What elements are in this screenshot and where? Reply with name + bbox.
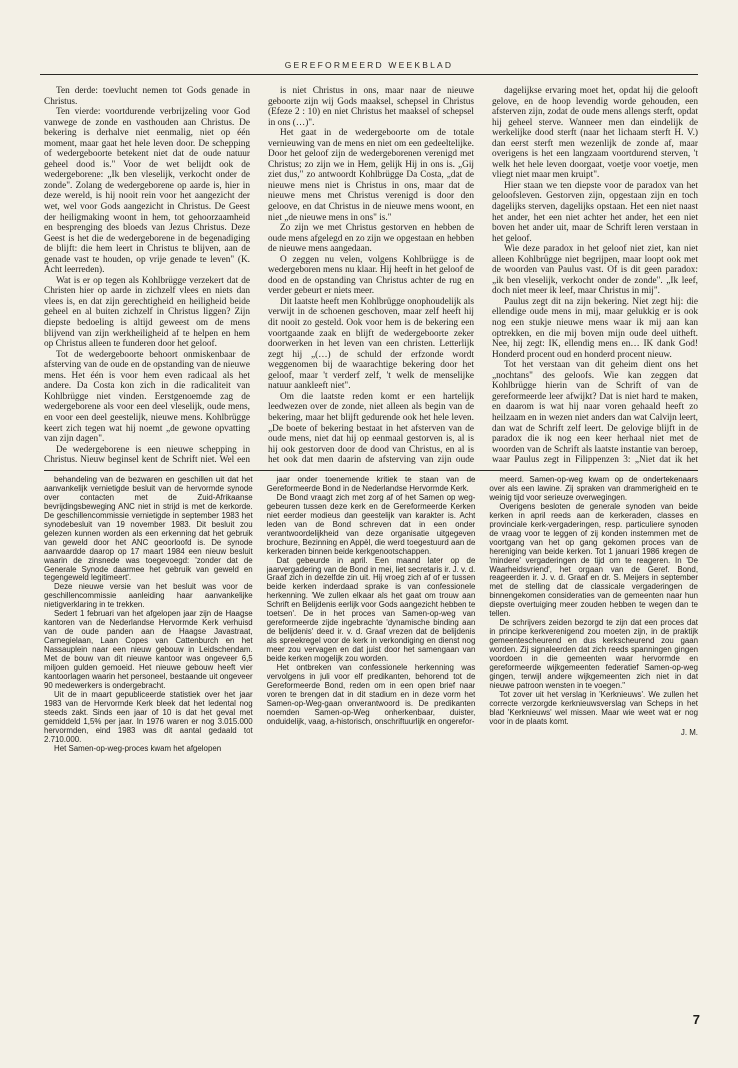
report-paragraph: Het Samen-op-weg-proces kwam het afgelopen xyxy=(54,743,222,753)
page-number: 7 xyxy=(692,1012,700,1027)
article-paragraph: Zo zijn we met Christus gestorven en hebben de oude mens afgelegd en zo zijn we opgestaan en hebben de nieuwe mens aangedaan. xyxy=(268,223,474,255)
article-paragraph: Hier staan we ten diepste voor de paradox van het geloofsleven. Gestorven zijn, opgestaan zijn en toch dagelijks sterven, dagelijks opstaan. Het een niet naast het ander, het een niet achter het ander, het een niet boven het ander uit, maar de Schrift leren verstaan in het geloof. xyxy=(492,180,698,244)
article-column-2 xyxy=(268,86,474,464)
article-column-1 xyxy=(44,86,250,464)
report-paragraph: Uit de in maart gepubliceerde statistiek over het jaar 1983 van de Hervormde Kerk bleek dat het ledental nog steeds zakt. Sinds een jaar of 10 is dat het geval met gemiddeld 1,5% per jaar. In 1976 waren er nog 3.015.000 hervormden, eind 1983 was dit aantal gedaald tot 2.710.000. xyxy=(44,689,253,744)
article-paragraph: Tot het verstaan van dit geheim dient ons het „nochtans" des geloofs. Wie kan zeggen dat Kohlbrügge hierin van de Schrift of van de gereformeerde leer afwijkt? Dat is niet hard te maken, en daarom is wat hij naar voren gehaald heeft zo heilzaam en in wezen niet anders dan wat Calvijn leert, dan wat de Schrift zelf leert. De gelovige blijft in de paradox die ik nog een keer herhaal niet met de woorden van de Schrift als laatste instantie van beroep, waar Paulus zegt in Filippenzen 3: „Niet dat ik het xyxy=(492,360,698,464)
masthead: GEREFORMEERD WEEKBLAD xyxy=(40,60,698,75)
article-paragraph: Dit laatste heeft men Kohlbrügge onophoudelijk als verwijt in de schoenen geschoven, maar zelf heeft hij dit nooit zo gesteld. Ook voor hem is de bekering een voortgaande zaak en blijft de wedergeboorte zeker doorwerken in het leven van een christen. Letterlijk zegt hij „(…) de schuld der erfzonde wordt weggenomen bij de waarachtige bekering door het geloof, maar 't verderf zelf, 't welk de menselijke natuur aankleeft niet". xyxy=(268,296,474,392)
report-paragraph: Dat gebeurde in april. Een maand later op de jaarvergadering van de Bond in mei, liet secretaris ir. J. v. d. Graaf zich in dezelfde zin uit. Hij vroeg zich af of er tussen beide kerken inderdaad sprake is van confessionele herkenning. 'We zullen elkaar als het gaat om trouw aan Schrift en Belijdenis eerlijk voor Gods aangezicht hebben te toetsen'. De in het proces van Samen-op-weg van gereformeerde zijde ingebrachte 'dynamische binding aan de belijdenis' deed ir. v. d. Graaf vrezen dat de belijdenis als spreekregel voor de kerk in verkondiging en dienst nog meer zou vervagen en dat juist door het samengaan van beide kerken mogelijk zou worden. xyxy=(266,555,476,664)
article-paragraph: Het gaat in de wedergeboorte om de totale vernieuwing van de mens en niet om een gedeeltelijke. Door het geloof zijn de wedergeborenen verenigd met Christus; zo zijn we in Hem, gelijk Hij in ons is. „Gij ziet dus," zo antwoordt Kohlbrügge Da Costa, „dat de nieuwe mens niet is Christus in ons, maar dat de nieuwe mens met Christus verenigd is door den geloove, en dat Christus in de nieuwe mens woont, en niet „de nieuwe mens in ons" is." xyxy=(268,128,474,223)
report-paragraph: Sedert 1 februari van het afgelopen jaar zijn de Haagse kantoren van de Nederlandse Hervormde Kerk verhuisd van de oude panden aan de Haagse Javastraat, Carnegielaan, Laan Copes van Cattenburch en het Nassauplein naar een nieuw gebouw in Leidschendam. Met de bouw van dit nieuwe kantoor was ongeveer 6,5 miljoen gulden gemoeid. Het nieuwe gebouw heeft vier kantoorlagen waarin het personeel, bestaande uit ongeveer 90 medewerkers is ondergebracht. xyxy=(44,609,253,690)
article-paragraph: De wedergeborene is een nieuwe schepping in Christus. Nieuw beginsel kent de Schrift niet. Wel een xyxy=(44,444,250,464)
article-paragraph: Om die laatste reden komt er een hartelijk leedwezen over de zonde, niet alleen als begin van de bekering, maar het blijft gedurende ook het hele leven. „De boete of bekering bestaat in het afsterven van de oude mens, niet dat hij op eenmaal gestorven is, al is hij ook gestorven door de dood van Christus, en al is het ook dat men daarin de afsterving van zijn oude xyxy=(268,391,474,464)
article-paragraph: Ten derde: toevlucht nemen tot Gods genade in Christus. xyxy=(44,86,250,107)
article-paragraph: Wat is er op tegen als Kohlbrügge verzekert dat de Christen hier op aarde in zichzelf vlees en niets dan vlees is, en dat zijn gerechtigheid en heiligheid beide geheel en al buiten zichzelf in Christus liggen? Zijn diepste bedoeling is altijd geweest om de mens blijvend van zijn werkheiligheid af te helpen en hem op Christus alleen te funderen door het geloof. xyxy=(44,275,250,350)
report-paragraph: Tot zover uit het verslag in 'Kerknieuws'. We zullen het correcte verzorgde kerknieuwsverslag van Scheps in het blad 'Kerknieuws' wel missen. Maar wie weet wat er nog voor in de plaats komt. xyxy=(489,689,698,726)
report-paragraph: De schrijvers zeiden bezorgd te zijn dat een proces dat in principe kerkverenigend zou moeten zijn, in de praktijk gemeentescheurend en dus kerkscheurend zou gaan worden. Zij signaleerden dat zich reeds spanningen gingen voordoen in die gemeenten waar hervormde en gereformeerde wijkgemeenten federatief Samen-op-weg gingen, terwijl andere wijkgemeenten zich niet in dat nieuwe patroon wensten in te voegen." xyxy=(489,618,698,690)
article-column-3 xyxy=(492,86,698,464)
article-paragraph: O zeggen nu velen, volgens Kohlbrügge is de wedergeboren mens nu klaar. Hij heeft in het geloof de dood en de opstanding van Christus achter de rug en verder gebeurt er niets meer. xyxy=(268,254,474,297)
report-paragraph: meerd. Samen-op-weg kwam op de ondertekenaars over als een lawine. Zij spraken van drammerigheid en te weinig tijd voor serieuze overwegingen. xyxy=(489,476,698,502)
main-article xyxy=(44,86,698,464)
report-paragraph: behandeling van de bezwaren en geschillen uit dat het aanvankelijk vernietigde besluit van de hervormde synode over contacten met de Zuid-Afrikaanse bevrijdingsbeweging ANC niet in strijd is met de kerkorde. De geschillencommissie vernietigde in september 1983 het synodebesluit van 19 november 1983. Dit besluit zou gelezen kunnen worden als een erkenning dat het gebruik van geweld door het ANC geoorloofd is. De synode aanvaardde daarop op 17 maart 1984 een nieuw besluit waarin de zinsnede was toegevoegd: 'zonder dat de Generale Synode daarmee het gebruik van geweld en tegengeweld legitimeert'. xyxy=(44,476,253,583)
article-paragraph: is niet Christus in ons, maar naar de nieuwe geboorte zijn wij Gods maaksel, schepsel in Christus (Efeze 2 : 10) en niet Christus het maaksel of schepsel in ons (…)". xyxy=(268,86,474,128)
section-divider xyxy=(44,470,698,471)
article-paragraph: Paulus zegt dit na zijn bekering. Niet zegt hij: die ellendige oude mens in mij, maar gelukkig er is ook nog een stukje nieuwe mens waar ik mij aan kan optrekken, en die mij boven mijn oude deel uitheft. Nee, hij zegt: IK, ellendig mens en… IK dank God! Honderd procent oud en honderd procent nieuw. xyxy=(492,296,698,360)
report-paragraph: jaar onder toenemende kritiek te staan van de Gereformeerde Bond in de Nederlandse Hervormde Kerk. xyxy=(266,476,476,493)
report-paragraph: De Bond vraagt zich met zorg af of het Samen op weg-gebeuren tussen deze kerk en de Gereformeerde Kerken niet eerder modieus dan geestelijk van karakter is. Acht leden van de Bond schreven dat in een onder verantwoordelijkheid van deze organisatie uitgegeven brochure, Bezinning en Appèl, die werd toegestuurd aan de kerkeraden binnen beide kerkgenootschappen. xyxy=(266,492,476,556)
article-paragraph: Ten vierde: voortdurende verbrijzeling voor God vanwege de zonde en vasthouden aan Christus. De bekering is derhalve niet eenmalig, niet op één moment, maar gaat het hele leven door. De schepping of wedergeboorte betekent niet dat de oude natuur geheel dood is." Voor de wet belijdt ook de wedergeborene: „Ik ben vleselijk, verkocht onder de zonde". Zolang de wedergeborene op aarde is, hier in deze wereld, is hij nooit rein voor het aangezicht der wet, wel voor Gods aangezicht in Christus. De Geest der heiligmaking woont in hem, tot gehoorzaamheid en besprenging des bloeds van Jezus Christus. Deze Geest is het die de wedergeborene in de begenadiging de blijft: die hem leert in Christus te blijven, aan de genade vast te houden, op vrije genade te leven" (K. Acht leerreden). xyxy=(44,107,250,276)
article-paragraph: Tot de wedergeboorte behoort onmiskenbaar de afsterving van de oude en de opstanding van de nieuwe mens. Het één is voor hem even radicaal als het andere. Da Costa kon zich in die radicaliteit van Kohlbrügge niet vinden. Eerstgenoemde zag de wedergeborene als voor een deel vleselijk, oude mens, en voor een deel geestelijk, nieuwe mens. Kohlbrügge keert zich tegen wat hij noemt „de gewone opvatting van zijn dagen". xyxy=(44,349,250,445)
report-column-3 xyxy=(489,476,698,1002)
report-column-2 xyxy=(267,476,476,1002)
report-column-1 xyxy=(44,476,253,1002)
news-report xyxy=(44,476,698,1002)
report-paragraph: J. M. xyxy=(680,727,698,737)
report-paragraph: Deze nieuwe versie van het besluit was voor de geschillencommissie aanleiding haar aanvankelijke nietigverklaring in te trekken. xyxy=(44,582,253,610)
report-paragraph: Overigens besloten de generale synoden van beide kerken in april reeds aan de kerkeraden, classes en provinciale kerk-vergaderingen, resp. particuliere synoden de vraag voor te leggen of zij konden instemmen met de voortgang van het op gang gekomen proces van de hereniging van beide kerken. Tot 1 januari 1986 kregen de 'mindere' vergaderingen de tijd om te reageren. In 'De Waarheidsvriend', het orgaan van de Geref. Bond, reageerden ir. J. v. d. Graaf en dr. S. Meijers in september met de stelling dat de classicale vergaderingen de binnengekomen consideraties van de gemeenten naar hun diepste overtuiging meer zouden hebben te wegen dan te tellen. xyxy=(489,501,698,619)
report-paragraph: Het ontbreken van confessionele herkenning was vervolgens in juli voor elf predikanten, behorend tot de Gereformeerde Bond, reden om in een open brief naar voren te brengen dat in dit stadium en in deze vorm het Samen-op-Weg-gaan onverantwoord is. De predikanten noemden Samen-op-Weg onherkenbaar, duister, onduidelijk, vaag, a-historisch, onschriftuurlijk en ongerefor- xyxy=(266,663,476,726)
article-paragraph: Wie deze paradox in het geloof niet ziet, kan niet alleen Kohlbrügge niet begrijpen, maar loopt ook met de woorden van Paulus vast. Of is dit geen paradox: „ik ben vleselijk, verkocht onder de zonde". „Ik leef, doch niet meer ik leef, maar Christus in mij". xyxy=(492,244,698,297)
article-paragraph: dagelijkse ervaring moet het, opdat hij die gelooft gelove, en de hoop levendig worde gehouden, een afsterven zijn, zodat de oude mens allengs sterft, opdat hij geheel sterve. Wanneer men dan eindelijk de werkelijke dood sterft (naar het lichaam sterft H. V.) dan eerst sterft men wezenlijk de zonde af, maar overigens is het een langzaam voortdurend sterven, 't welk het hele leven doorgaat, voetje voor voetje, men vliegt niet maar men kruipt". xyxy=(492,86,698,181)
